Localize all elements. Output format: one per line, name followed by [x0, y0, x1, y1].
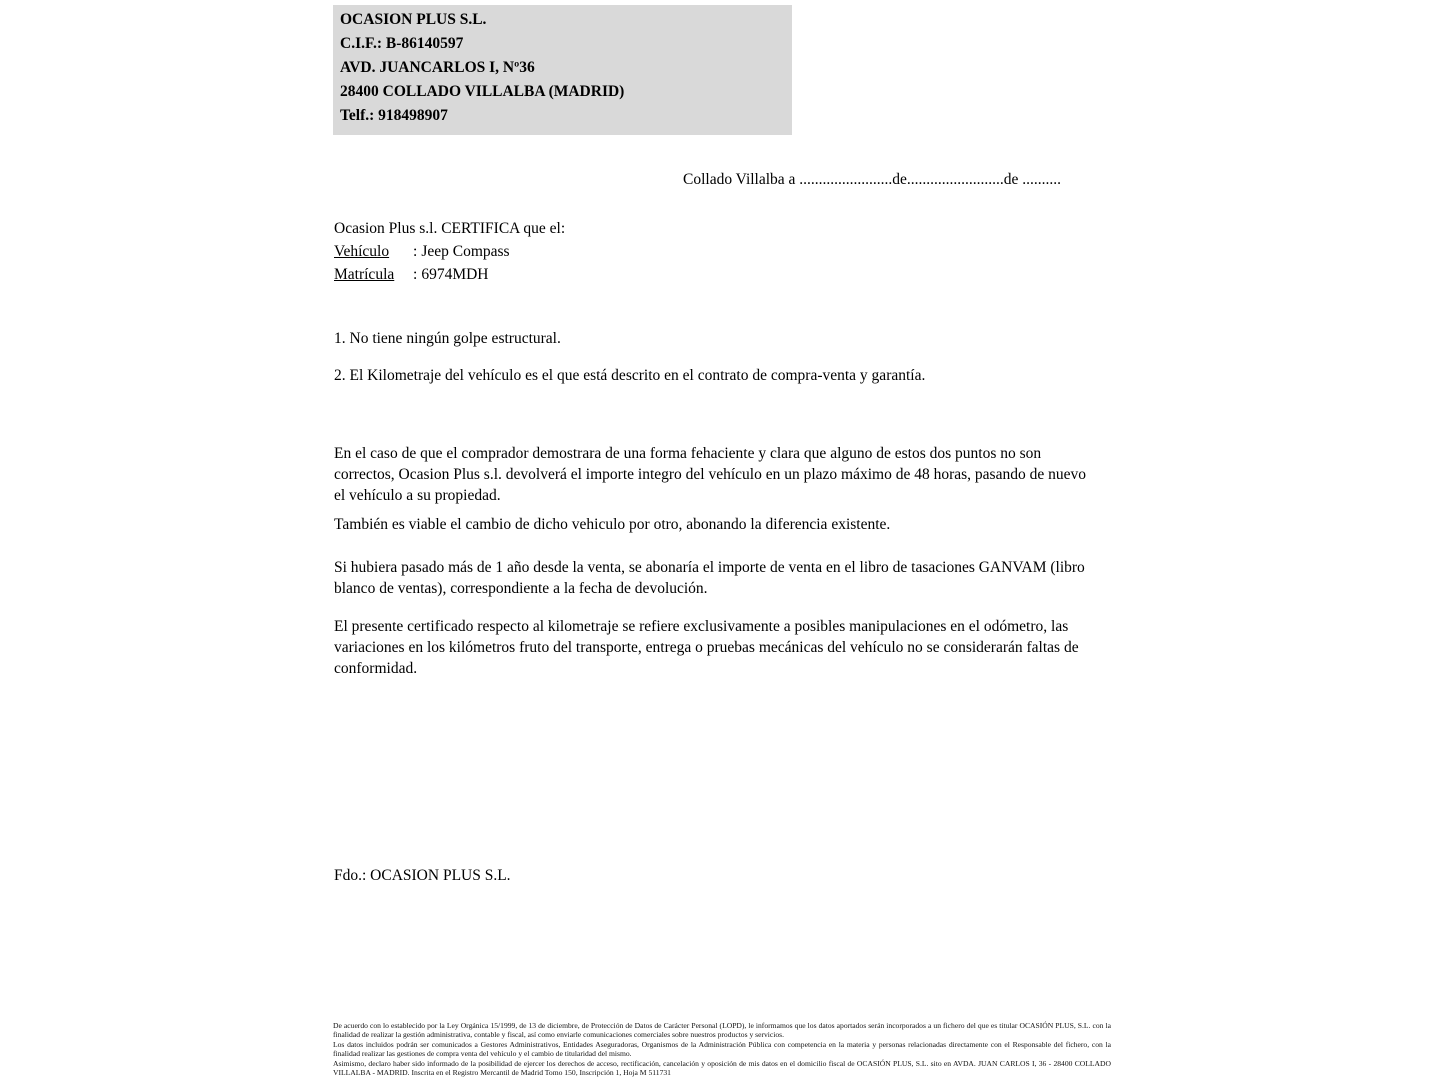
company-city: 28400 COLLADO VILLALBA (MADRID) — [340, 83, 625, 100]
certified-point-1: 1. No tiene ningún golpe estructural. — [334, 330, 561, 347]
legal-paragraph-rights: Asimismo, declaro haber sido informado de la posibilidad de ejercer los derechos de acceso, rectificación, cancelación y oposición de mis datos en el domicilio fiscal de OCASIÓN PLUS, S.L. sito en AVDA. JUAN CARLOS I, 36 - 28400 COLLADO VILLALBA - MADRID. Inscrita en el Registro Mercantil de Madrid Tomo 150, Inscripción 1, Hoja M 511731 — [333, 1058, 1111, 1078]
vehicle-separator: : — [413, 243, 418, 260]
plate-separator: : — [413, 266, 418, 283]
certified-point-2: 2. El Kilometraje del vehículo es el que está descrito en el contrato de compra-venta y garantía. — [334, 367, 926, 384]
company-cif: C.I.F.: B-86140597 — [340, 35, 464, 52]
date-line: Collado Villalba a ........................de.........................de .......... — [683, 171, 1062, 188]
legal-paragraph-data-sharing: Los datos incluidos podrán ser comunicados a Gestores Administrativos, Entidades Aseguradoras, Organismos de la Administración Pública con competencia en la materia y personas relacionadas directamente con el Responsable del fichero, con la finalidad realizar las gestiones de compra venta del vehículo y el cambio de titularidad del mismo. — [333, 1039, 1111, 1059]
plate-value: 6974MDH — [421, 266, 489, 283]
certificate-body — [334, 218, 1098, 886]
vehicle-line — [334, 241, 1098, 262]
vehicle-label: Vehículo — [334, 243, 390, 260]
vehicle-value: Jeep Compass — [421, 243, 510, 260]
company-name: OCASION PLUS S.L. — [340, 11, 487, 28]
paragraph-odometer-scope: El presente certificado respecto al kilometraje se refiere exclusivamente a posibles manipulaciones en el odómetro, las variaciones en los kilómetros fruto del transporte, entrega o pruebas mecánicas del vehículo no se considerarán faltas de conformidad. — [334, 618, 1079, 677]
legal-footer — [333, 1021, 1111, 1077]
legal-paragraph-lopd: De acuerdo con lo establecido por la Ley Orgánica 15/1999, de 13 de diciembre, de Protección de Datos de Carácter Personal (LOPD), le informamos que los datos aportados serán incorporados a un fichero del que es titular OCASIÓN PLUS, S.L. con la finalidad de realizar la gestión administrativa, contable y fiscal, así como enviarle comunicaciones comerciales sobre nuestros productos y servicios. — [333, 1021, 1111, 1040]
plate-label: Matrícula — [334, 266, 395, 283]
paragraph-ganvam-valuation: Si hubiera pasado más de 1 año desde la venta, se abonaría el importe de venta en el libro de tasaciones GANVAM (libro blanco de ventas), correspondiente a la fecha de devolución. — [334, 559, 1085, 597]
paragraph-refund-policy: En el caso de que el comprador demostrara de una forma fehaciente y clara que alguno de estos dos puntos no son correctos, Ocasion Plus s.l. devolverá el importe integro del vehículo en un plazo máximo de 48 horas, pasando de nuevo el vehículo a su propiedad. — [334, 445, 1086, 504]
signature-line: Fdo.: OCASION PLUS S.L. — [334, 867, 511, 884]
plate-line — [334, 264, 1098, 285]
company-phone: Telf.: 918498907 — [340, 107, 448, 124]
paragraph-exchange-option: También es viable el cambio de dicho vehiculo por otro, abonando la diferencia existente. — [334, 516, 891, 533]
company-header-block — [333, 5, 792, 135]
certifies-line: Ocasion Plus s.l. CERTIFICA que el: — [334, 220, 566, 237]
company-address: AVD. JUANCARLOS I, Nº36 — [340, 59, 535, 76]
